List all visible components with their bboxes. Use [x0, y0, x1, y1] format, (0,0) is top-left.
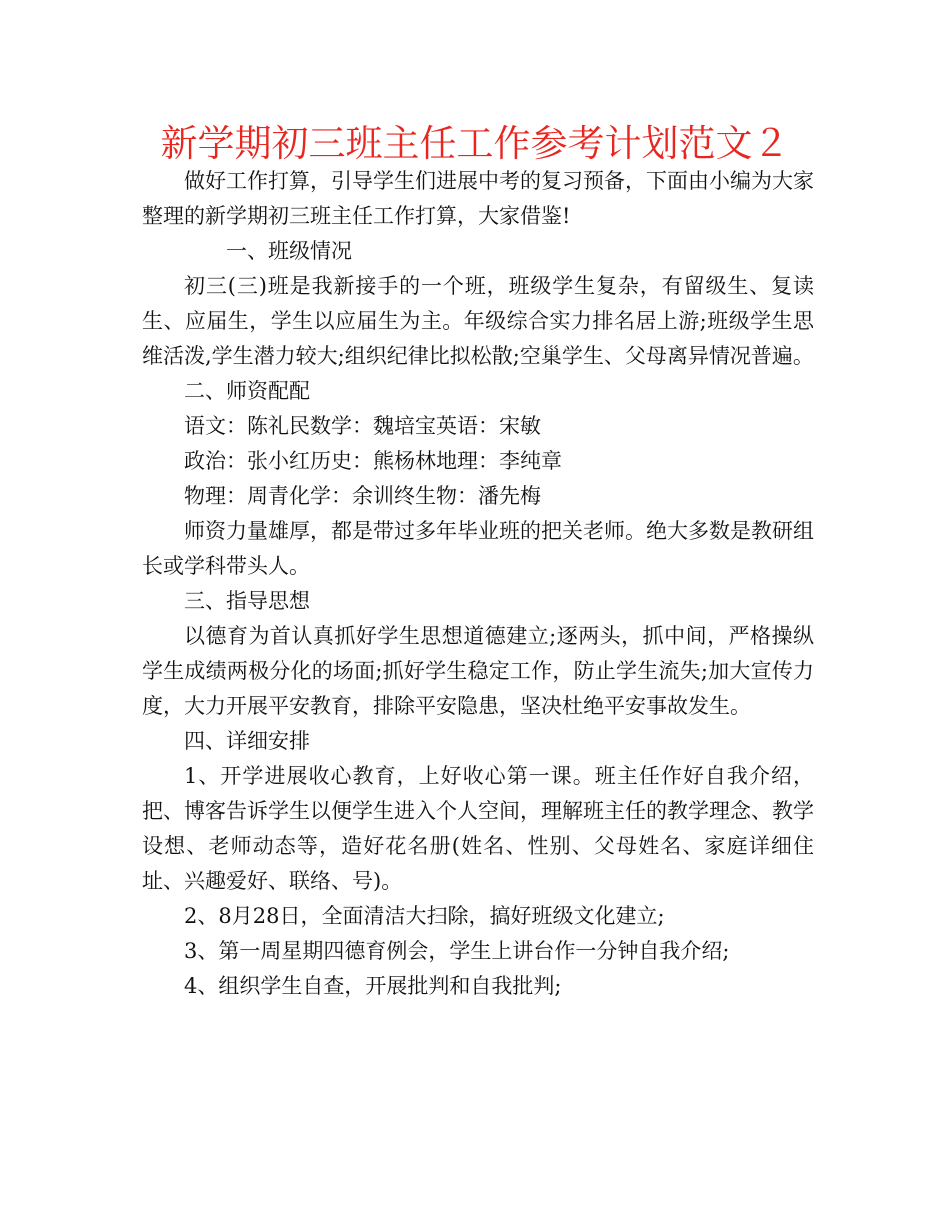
section-heading-guiding-thought: 三、指导思想 [184, 589, 310, 613]
arrangement-item-2: 2、8月28日，全面清洁大扫除，搞好班级文化建立; [184, 904, 665, 928]
arrangement-item-1: 1、开学进展收心教育，上好收心第一课。班主任作好自我介绍，把、博客告诉学生以便学生进入个人空间，理解班主任的教学理念、教学设想、老师动态等，造好花名册(姓名、性别、父母姓名、家庭详细住址、兴趣爱好、联络、号)。 [142, 764, 814, 893]
teachers-line-1: 语文：陈礼民数学：魏培宝英语：宋敏 [184, 414, 541, 438]
arrangement-item-3: 3、第一周星期四德育例会，学生上讲台作一分钟自我介绍; [184, 939, 730, 963]
intro-paragraph: 做好工作打算，引导学生们进展中考的复习预备，下面由小编为大家整理的新学期初三班主任工作打算，大家借鉴! [142, 169, 814, 228]
document-title: 新学期初三班主任工作参考计划范文２ [160, 122, 790, 165]
teachers-summary-paragraph: 师资力量雄厚，都是带过多年毕业班的把关老师。绝大多数是教研组长或学科带头人。 [142, 519, 814, 578]
arrangement-item-4: 4、组织学生自查，开展批判和自我批判; [184, 974, 562, 998]
section-heading-teachers: 二、师资配配 [184, 379, 310, 403]
class-situation-paragraph: 初三(三)班是我新接手的一个班，班级学生复杂，有留级生、复读生、应届生，学生以应届生为主。年级综合实力排名居上游;班级学生思维活泼,学生潜力较大;组织纪律比拟松散;空巢学生、父母离异情况普遍。 [142, 274, 814, 368]
teachers-line-3: 物理：周青化学：余训终生物：潘先梅 [184, 484, 541, 508]
section-heading-arrangements: 四、详细安排 [184, 729, 310, 753]
section-heading-class-situation: 一、班级情况 [226, 239, 352, 263]
document-body [142, 164, 814, 1004]
teachers-line-2: 政治：张小红历史：熊杨林地理：李纯章 [184, 449, 562, 473]
guiding-thought-paragraph: 以德育为首认真抓好学生思想道德建立;逐两头，抓中间，严格操纵学生成绩两极分化的场面;抓好学生稳定工作，防止学生流失;加大宣传力度，大力开展平安教育，排除平安隐患，坚决杜绝平安事故发生。 [142, 624, 814, 718]
